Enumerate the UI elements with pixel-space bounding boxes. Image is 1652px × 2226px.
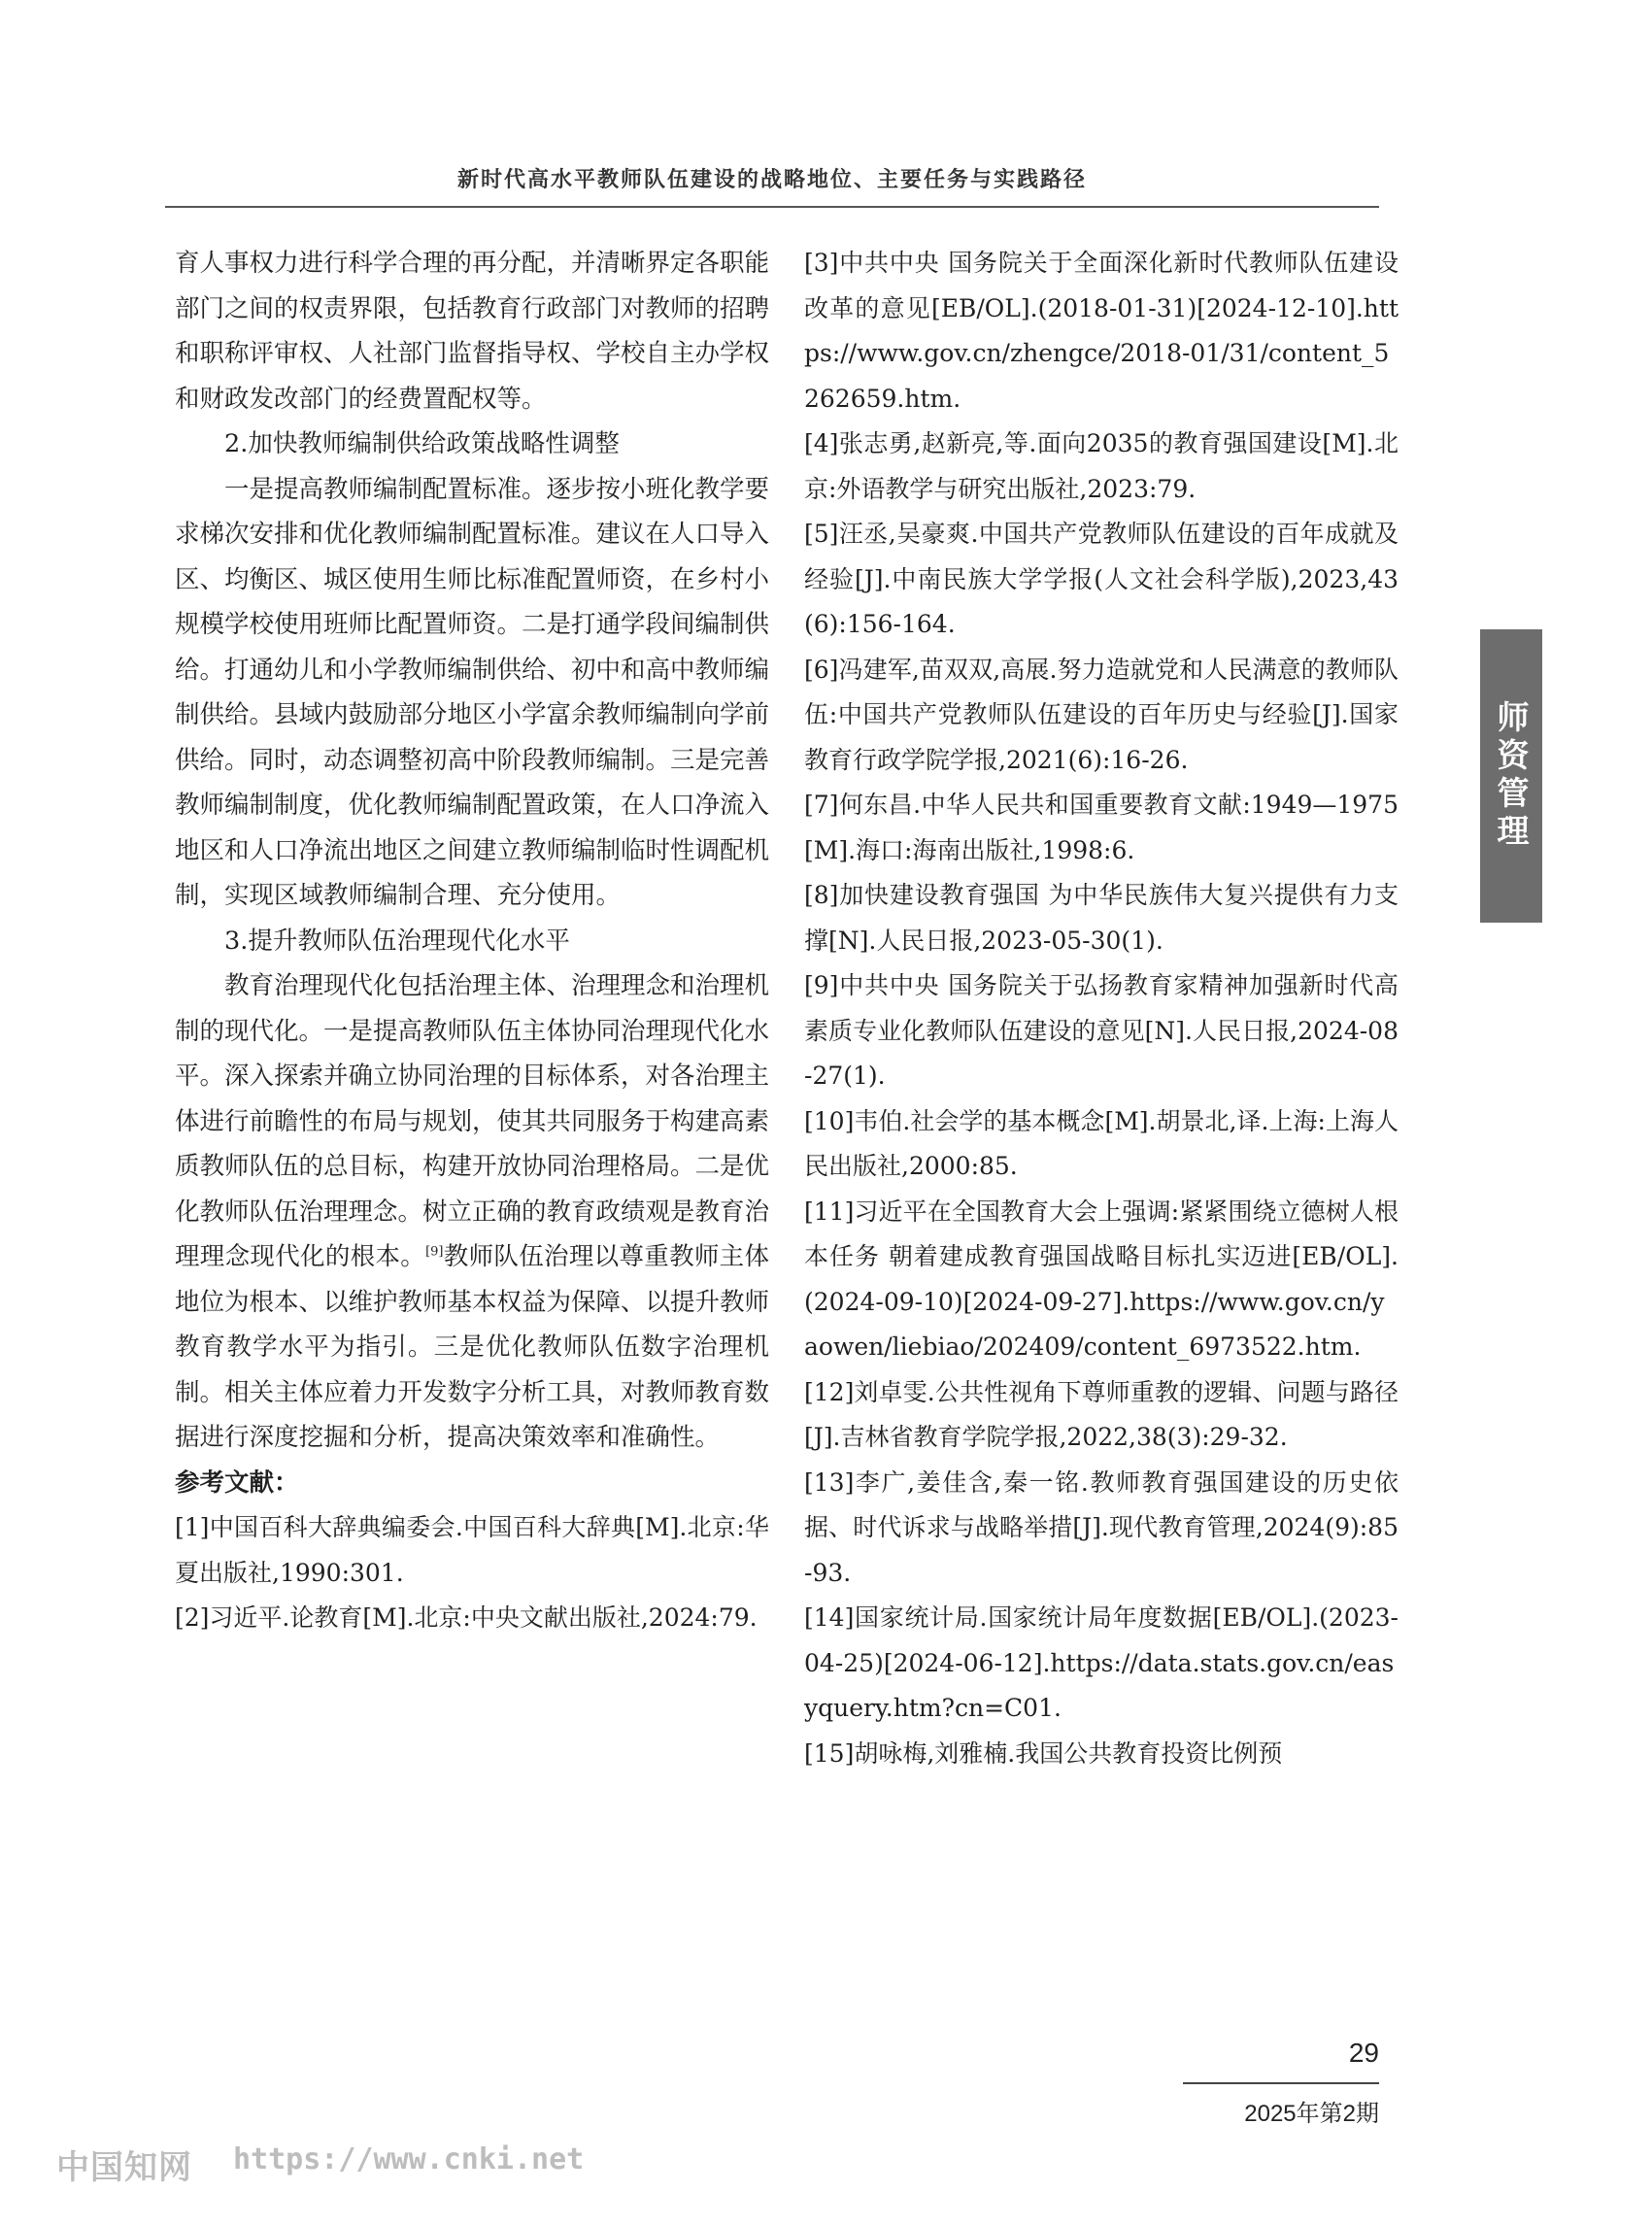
subsection-heading: 2.加快教师编制供给政策战略性调整 <box>224 429 620 458</box>
subsection-heading: 3.提升教师队伍治理现代化水平 <box>224 926 570 956</box>
right-column <box>804 241 1399 1776</box>
reference-item: [14]国家统计局.国家统计局年度数据[EB/OL].(2023-04-25)[2024-06-12].https://data.stats.gov.cn/easyquery.htm?cn=C01. <box>804 1603 1399 1722</box>
watermark-url: https://www.cnki.net <box>233 2142 585 2176</box>
reference-item: [13]李广,姜佳含,秦一铭.教师教育强国建设的历史依据、时代诉求与战略举措[J].现代教育管理,2024(9):85-93. <box>804 1467 1399 1587</box>
citation-marker: [9] <box>425 1244 444 1260</box>
reference-item: [7]何东昌.中华人民共和国重要教育文献:1949—1975[M].海口:海南出版社,1998:6. <box>804 791 1399 864</box>
left-column <box>175 241 769 1641</box>
footer-rule <box>1183 2082 1379 2084</box>
reference-item: [9]中共中央 国务院关于弘扬教育家精神加强新时代高素质专业化教师队伍建设的意见[N].人民日报,2024-08-27(1). <box>804 971 1399 1090</box>
reference-item: [1]中国百科大辞典编委会.中国百科大辞典[M].北京:华夏出版社,1990:301. <box>175 1513 769 1587</box>
reference-item: [8]加快建设教育强国 为中华民族伟大复兴提供有力支撑[N].人民日报,2023-05-30(1). <box>804 881 1399 955</box>
reference-item: [11]习近平在全国教育大会上强调:紧紧围绕立德树人根本任务 朝着建成教育强国战略目标扎实迈进[EB/OL].(2024-09-10)[2024-09-27].https://www.gov.cn/yaowen/liebiao/202409/content_6973522.htm. <box>804 1197 1399 1361</box>
page-number: 29 <box>1348 2038 1379 2068</box>
body-paragraph: 育人事权力进行科学合理的再分配，并清晰界定各职能部门之间的权责界限，包括教育行政部门对教师的招聘和职称评审权、人社部门监督指导权、学校自主办学权和财政发改部门的经费置配权等。 <box>175 249 770 414</box>
reference-item: [10]韦伯.社会学的基本概念[M].胡景北,译.上海:上海人民出版社,2000:85. <box>804 1106 1399 1180</box>
section-side-tab <box>1480 629 1542 923</box>
reference-item: [6]冯建军,苗双双,高展.努力造就党和人民满意的教师队伍:中国共产党教师队伍建设的百年历史与经验[J].国家教育行政学院学报,2021(6):16-26. <box>804 655 1399 774</box>
running-title: 新时代高水平教师队伍建设的战略地位、主要任务与实践路径 <box>456 167 1087 192</box>
section-label: 师资管理 <box>1492 700 1531 852</box>
paragraph-text: 教师队伍治理以尊重教师主体地位为根本、以维护教师基本权益为保障、以提升教师教育教学水平为指引。三是优化教师队伍数字治理机制。相关主体应着力开发数字分析工具，对教师教育数据进行深度挖掘和分析，提高决策效率和准确性。 <box>175 1242 770 1452</box>
reference-item: [4]张志勇,赵新亮,等.面向2035的教育强国建设[M].北京:外语教学与研究出版社,2023:79. <box>804 429 1399 503</box>
reference-item: [12]刘卓雯.公共性视角下尊师重教的逻辑、问题与路径[J].吉林省教育学院学报,2022,38(3):29-32. <box>804 1377 1399 1451</box>
reference-item: [15]胡咏梅,刘雅楠.我国公共教育投资比例预 <box>804 1738 1283 1768</box>
watermark-site-name: 中国知网 <box>56 2148 192 2187</box>
references-heading: 参考文献： <box>175 1467 299 1498</box>
body-paragraph: 一是提高教师编制配置标准。逐步按小班化教学要求梯次安排和优化教师编制配置标准。建议在人口导入区、均衡区、城区使用生师比标准配置师资，在乡村小规模学校使用班师比配置师资。二是打通学段间编制供给。打通幼儿和小学教师编制供给、初中和高中教师编制供给。县域内鼓励部分地区小学富余教师编制向学前供给。同时，动态调整初高中阶段教师编制。三是完善教师编制制度，优化教师编制配置政策，在人口净流入地区和人口净流出地区之间建立教师编制临时性调配机制，实现区域教师编制合理、充分使用。 <box>175 474 770 910</box>
reference-item: [2]习近平.论教育[M].北京:中央文献出版社,2024:79. <box>175 1603 758 1632</box>
issue-label: 2025年第2期 <box>1244 2101 1379 2127</box>
header-rule <box>165 206 1379 208</box>
body-paragraph <box>175 963 769 1461</box>
paragraph-text: 教育治理现代化包括治理主体、治理理念和治理机制的现代化。一是提高教师队伍主体协同治理现代化水平。深入探索并确立协同治理的目标体系，对各治理主体进行前瞻性的布局与规划，使其共同服务于构建高素质教师队伍的总目标，构建开放协同治理格局。二是优化教师队伍治理理念。树立正确的教育政绩观是教育治理理念现代化的根本。 <box>175 971 770 1271</box>
reference-item: [5]汪丞,吴豪爽.中国共产党教师队伍建设的百年成就及经验[J].中南民族大学学报(人文社会科学版),2023,43(6):156-164. <box>804 520 1399 638</box>
reference-item: [3]中共中央 国务院关于全面深化新时代教师队伍建设改革的意见[EB/OL].(2018-01-31)[2024-12-10].https://www.gov.cn/zhengce/2018-01/31/content_5262659.htm. <box>804 249 1399 413</box>
